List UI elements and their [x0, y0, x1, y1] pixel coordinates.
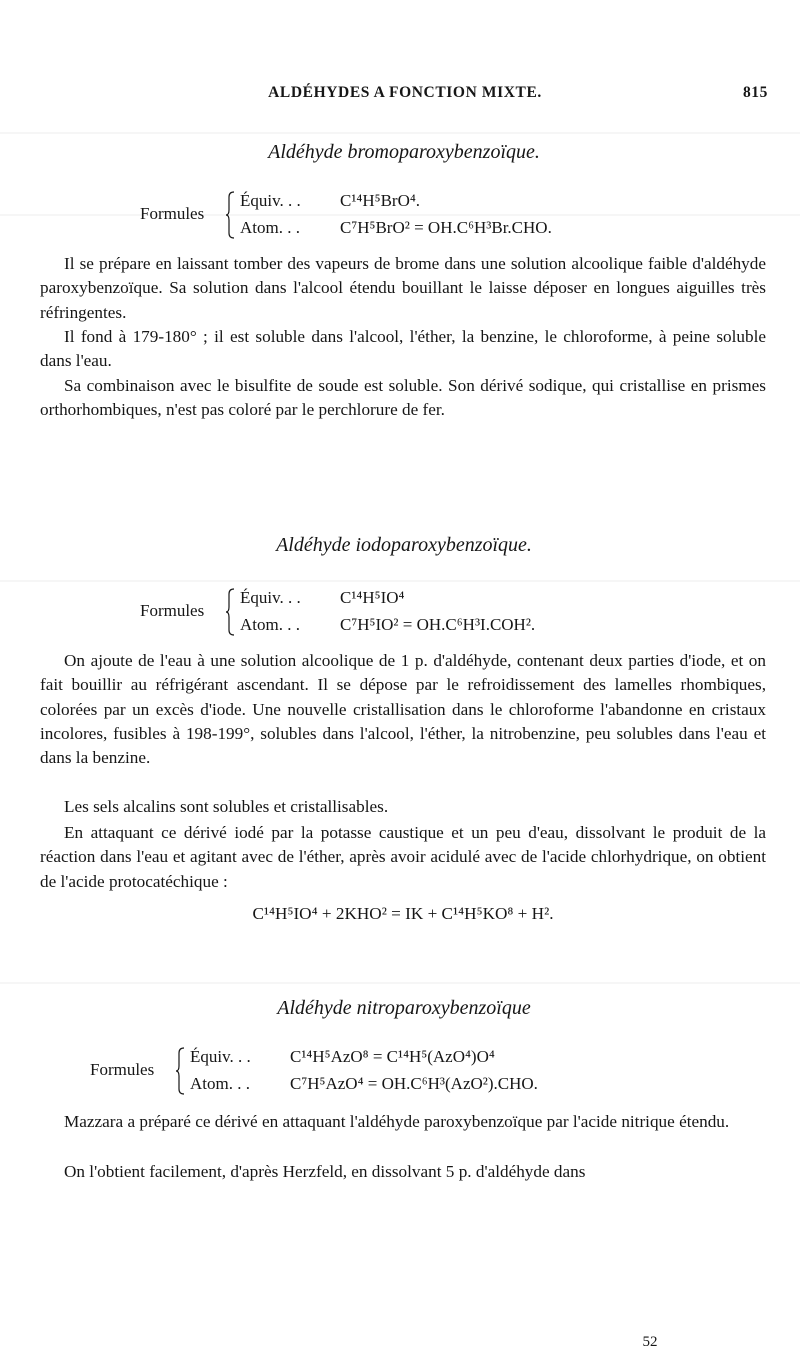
- section-heading: Aldéhyde bromoparoxybenzoïque.: [268, 141, 540, 163]
- formula-atom-line: [190, 1071, 538, 1097]
- running-head: [42, 84, 768, 108]
- formula-equiv-key: Équiv. . .: [240, 588, 301, 607]
- curly-brace-icon: [226, 588, 235, 636]
- paragraph: Les sels alcalins sont solubles et cristallisables.: [64, 797, 389, 816]
- paragraph: Sa combinaison avec le bisulfite de soude est soluble. Son dérivé sodique, qui cristallise en prismes orthorhombiques, n'est pas coloré par le perchlorure de fer.: [40, 376, 766, 420]
- formula-equiv-value: C¹⁴H⁵AzO⁸ = C¹⁴H⁵(AzO⁴)O⁴: [290, 1047, 495, 1066]
- formula-atom-line: [240, 612, 535, 638]
- formula-atom-value: C⁷H⁵AzO⁴ = OH.C⁶H³(AzO²).CHO.: [290, 1074, 538, 1093]
- formula-atom-value: C⁷H⁵BrO² = OH.C⁶H³Br.CHO.: [340, 218, 552, 237]
- paragraph: Il se prépare en laissant tomber des vapeurs de brome dans une solution alcoolique faible d'aldéhyde paroxybenzoïque. Sa solution dans l'alcool étendu bouillant le laisse déposer en longues aiguilles très réfringentes.: [40, 254, 766, 322]
- formula-equiv-value: C¹⁴H⁵BrO⁴.: [340, 191, 421, 210]
- formulas-label: Formules: [140, 204, 205, 223]
- formulas-label: Formules: [140, 601, 205, 620]
- formula-equiv-line: [240, 585, 404, 611]
- paragraph: Mazzara a préparé ce dérivé en attaquant l'aldéhyde paroxybenzoïque par l'acide nitrique étendu.: [64, 1112, 730, 1131]
- paragraph: Il fond à 179-180° ; il est soluble dans l'alcool, l'éther, la benzine, le chloroforme, à peine soluble dans l'eau.: [40, 327, 766, 371]
- running-head-title: ALDÉHYDES A FONCTION MIXTE.: [268, 84, 542, 101]
- show-through-line: [0, 580, 800, 582]
- formula-equiv-line: [190, 1044, 495, 1070]
- formula-equiv-key: Équiv. . .: [190, 1047, 251, 1066]
- paragraph: En attaquant ce dérivé iodé par la potasse caustique et un peu d'eau, dissolvant le produit de la réaction dans l'eau et agitant avec de l'éther, après avoir acidulé avec de l'acide chlorhydrique, on obtient de l'acide protocatéchique :: [40, 823, 766, 891]
- paragraph: On l'obtient facilement, d'après Herzfeld, en dissolvant 5 p. d'aldéhyde dans: [64, 1162, 586, 1181]
- formula-atom-key: Atom. . .: [190, 1074, 250, 1093]
- formula-equiv-key: Équiv. . .: [240, 191, 301, 210]
- chemical-equation: C¹⁴H⁵IO⁴ + 2KHO² = IK + C¹⁴H⁵KO⁸ + H².: [252, 904, 554, 923]
- section-heading: Aldéhyde nitroparoxybenzoïque: [277, 997, 531, 1019]
- formula-block: [90, 1044, 710, 1098]
- show-through-line: [0, 132, 800, 134]
- formula-atom-key: Atom. . .: [240, 615, 300, 634]
- formula-atom-value: C⁷H⁵IO² = OH.C⁶H³I.COH².: [340, 615, 536, 634]
- formulas-label: Formules: [90, 1060, 155, 1079]
- formula-equiv-line: [240, 188, 420, 214]
- formula-atom-key: Atom. . .: [240, 218, 300, 237]
- curly-brace-icon: [176, 1047, 185, 1095]
- formula-block: [140, 585, 660, 639]
- formula-block: [140, 188, 660, 242]
- signature-mark: 52: [642, 1334, 658, 1350]
- curly-brace-icon: [226, 191, 235, 239]
- page-number: 815: [742, 84, 768, 101]
- show-through-line: [0, 982, 800, 984]
- formula-atom-line: [240, 215, 552, 241]
- section-heading: Aldéhyde iodoparoxybenzoïque.: [276, 534, 532, 556]
- paragraph: On ajoute de l'eau à une solution alcoolique de 1 p. d'aldéhyde, contenant deux parties d'iode, et on fait bouillir au réfrigérant ascendant. Il se dépose par le refroidissement des lamelles rhombiques, colorées par un excès d'iode. Une nouvelle cristallisation dans le chloroforme l'abandonne en cristaux incolores, fusibles à 198-199°, solubles dans l'alcool, l'éther, la nitrobenzine, peu solubles dans l'eau et dans la benzine.: [40, 651, 766, 768]
- formula-equiv-value: C¹⁴H⁵IO⁴: [340, 588, 405, 607]
